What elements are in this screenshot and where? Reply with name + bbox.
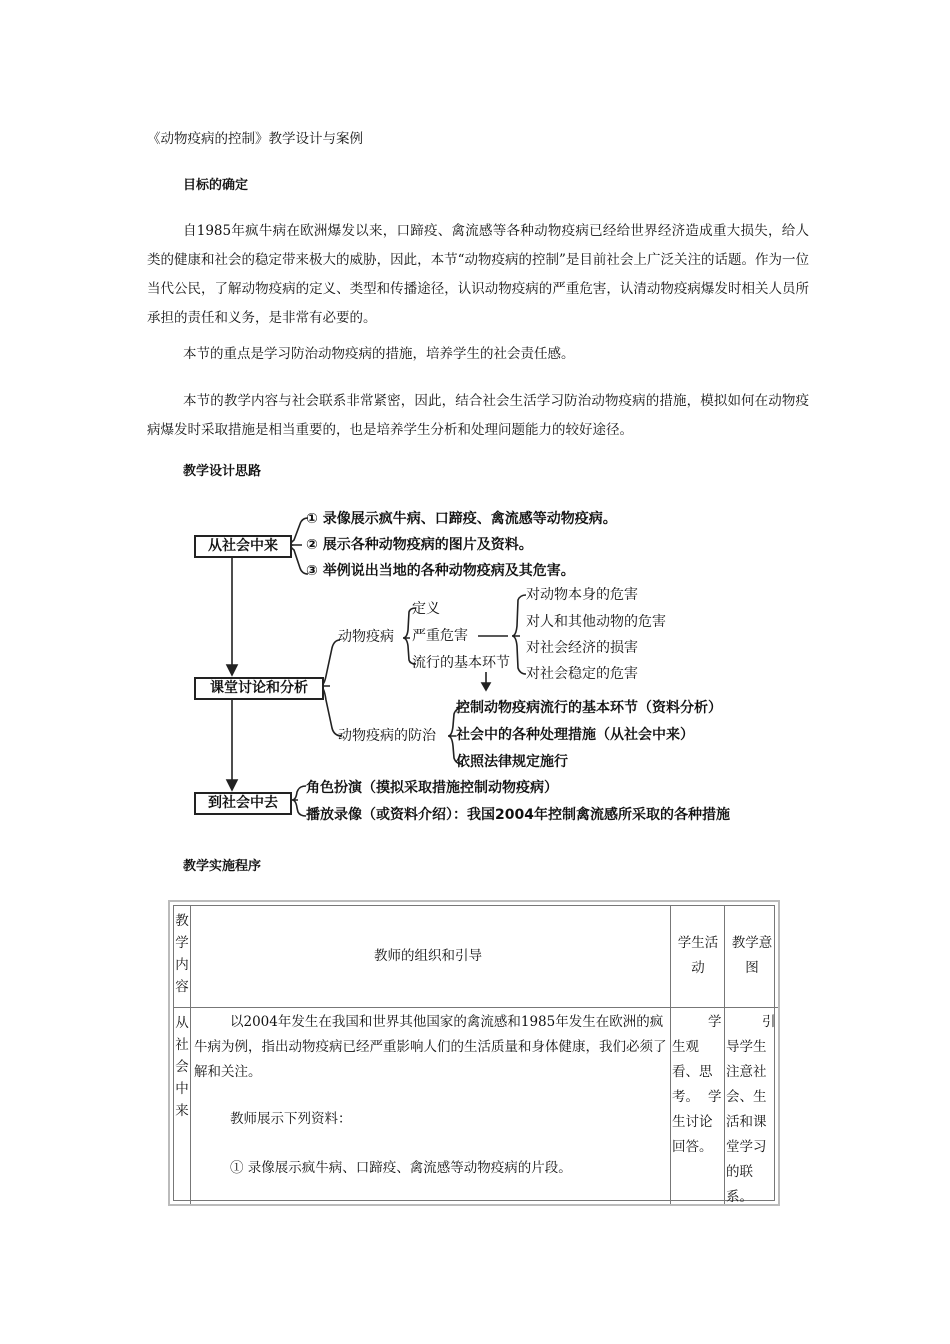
row1-student-1: 学生观看、思考。 [672,1014,722,1105]
box3-item-2: 播放录像（或资料介绍）：我国2004年控制禽流感所采取的各种措施 [306,807,730,823]
branch-disease-prevention: 动物疫病的防治 [338,728,436,744]
paragraph-intro: 自1985年疯牛病在欧洲爆发以来，口蹄疫、禽流感等各种动物疫病已经给世界经济造成重大损失，给人类的健康和社会的稳定带来极大的威胁，因此，本节“动物疫病的控制”是目前社会上广泛关注的话题。作为一位当代公民，了解动物疫病的定义、类型和传播途径，认识动物疫病的严重危害，认清动物疫病爆发时相关人员所承担的责任和义务，是非常有必要的。 [147,223,809,326]
branch2-item-3: 依照法律规定施行 [456,754,568,770]
section-heading-procedure: 教学实施程序 [183,859,262,874]
header-teacher: 教师的组织和引导 [374,948,482,964]
branch1-item-harm: 严重危害 [412,628,468,644]
doc-title: 《动物疫病的控制》教学设计与案例 [147,131,363,147]
harm-item-1: 对动物本身的危害 [526,587,638,603]
box-from-society: 从社会中来 [194,535,292,558]
section-heading-goals: 目标的确定 [183,178,249,193]
row1-teacher-p1: 以2004年发生在我国和世界其他国家的禽流感和1985年发生在欧洲的疯牛病为例，指出动物疫病已经严重影响人们的生活质量和身体健康，我们必须了解和关注。 [194,1014,667,1080]
box3-item-1: 角色扮演（摸拟采取措施控制动物疫病） [306,780,558,796]
harm-item-3: 对社会经济的损害 [526,640,638,656]
row1-teacher-p3: ① 录像展示疯牛病、口蹄疫、禽流感等动物疫病的片段。 [230,1160,572,1176]
box1-item-2: ② 展示各种动物疫病的图片及资料。 [306,537,533,553]
design-flow-diagram [190,500,800,830]
branch2-item-1: 控制动物疫病流行的基本环节（资料分析） [456,700,722,716]
section-heading-design: 教学设计思路 [183,464,262,479]
branch1-item-definition: 定义 [412,601,440,617]
box-classroom-discussion: 课堂讨论和分析 [194,677,324,700]
harm-item-2: 对人和其他动物的危害 [526,614,666,630]
row1-content: 从社会中来 [175,1015,189,1119]
box1-item-3: ③ 举例说出当地的各种动物疫病及其危害。 [306,563,575,579]
harm-item-4: 对社会稳定的危害 [526,666,638,682]
paragraph-focus: 本节的重点是学习防治动物疫病的措施，培养学生的社会责任感。 [183,346,575,362]
box-to-society: 到社会中去 [194,792,292,815]
header-intent: 教学意图 [731,935,773,976]
paragraph-content: 本节的教学内容与社会联系非常紧密，因此，结合社会生活学习防治动物疫病的措施，模拟如何在动物疫病爆发时采取措施是相当重要的，也是培养学生分析和处理问题能力的较好途径。 [147,393,809,438]
branch-animal-disease: 动物疫病 [338,629,394,645]
procedure-table [168,900,780,1206]
row1-student-2: 学生讨论回答。 [672,1089,722,1155]
branch1-item-transmission: 流行的基本环节 [412,655,510,671]
header-student: 学生活动 [677,935,719,976]
row1-intent: 引导学生注意社会、生活和课堂学习的联系。 [726,1014,776,1205]
row1-teacher-p2: 教师展示下列资料： [230,1111,352,1127]
header-content: 教学内容 [175,913,189,995]
branch2-item-2: 社会中的各种处理措施（从社会中来） [456,727,694,743]
box1-item-1: ① 录像展示疯牛病、口蹄疫、禽流感等动物疫病。 [306,511,617,527]
